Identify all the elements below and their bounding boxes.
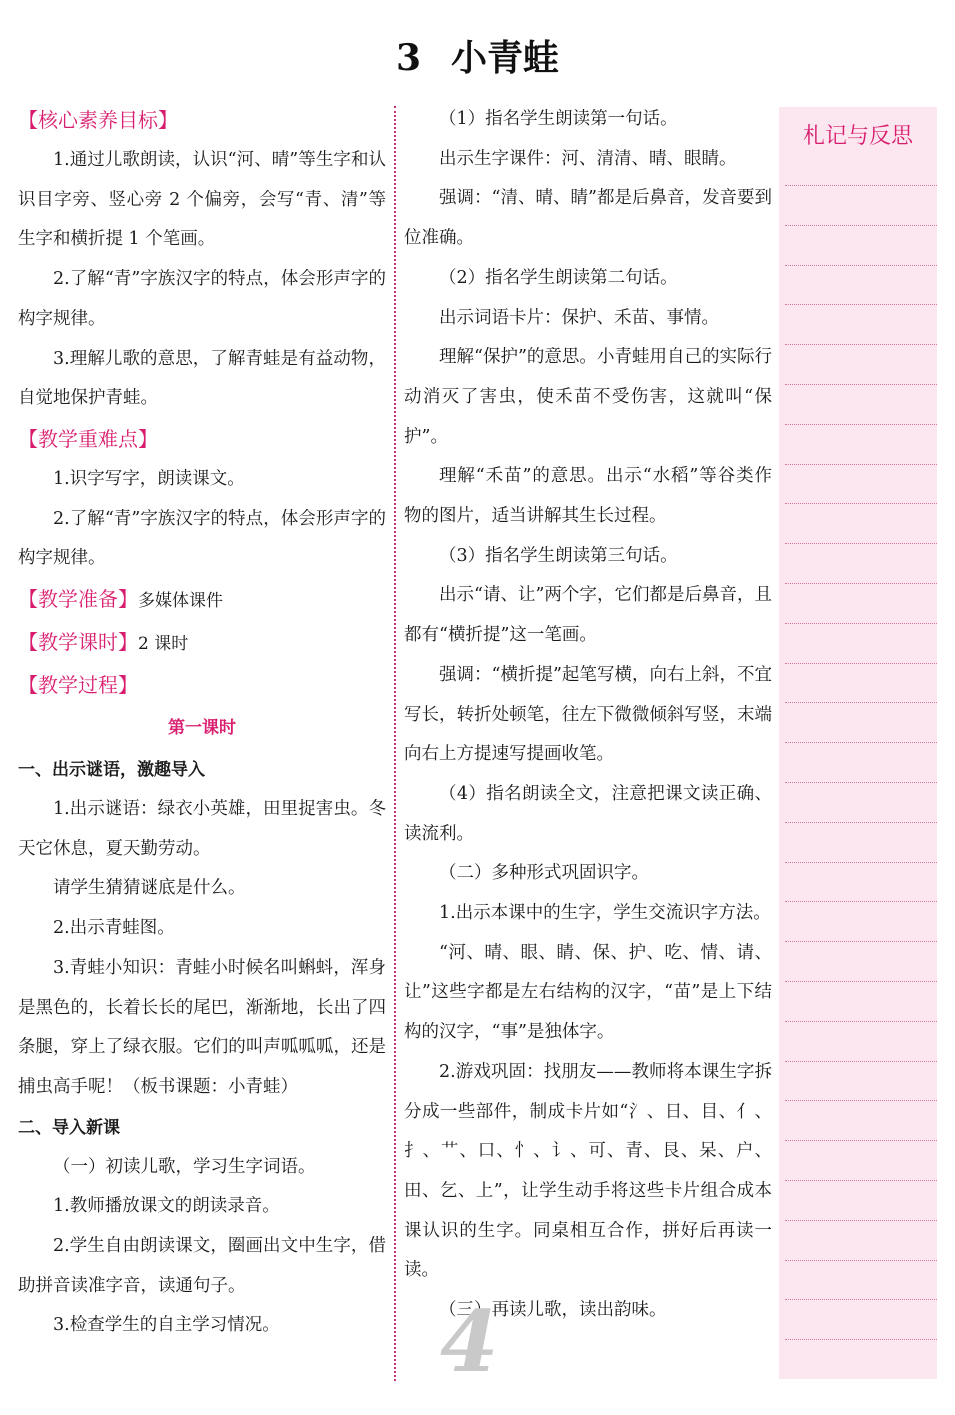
heading-label: 【核心素养目标】 xyxy=(18,108,178,132)
paragraph: 理解“禾苗”的意思。出示“水稻”等谷类作物的图片，适当讲解其生长过程。 xyxy=(404,466,772,527)
note-line xyxy=(785,265,937,266)
note-line xyxy=(785,344,937,345)
note-line xyxy=(785,782,937,783)
section-heading xyxy=(18,100,386,141)
paragraph: 2.出示青蛙图。 xyxy=(53,918,175,939)
paragraph: 理解“保护”的意思。小青蛙用自己的实际行动消灭了害虫，使禾苗不受伤害，这就叫“保护”。 xyxy=(404,347,772,447)
note-line xyxy=(785,304,937,305)
step-heading: 二、导入新课 xyxy=(18,1117,120,1138)
note-line xyxy=(785,1339,937,1340)
note-line xyxy=(785,1180,937,1181)
paragraph: （3）指名学生朗读第三句话。 xyxy=(439,545,678,566)
note-line xyxy=(785,702,937,703)
heading-label: 【教学课时】 xyxy=(18,630,138,655)
paragraph: 1.教师播放课文的朗读录音。 xyxy=(53,1196,280,1217)
note-line xyxy=(785,822,937,823)
paragraph: 2.了解“青”字族汉字的特点，体会形声字的构字规律。 xyxy=(18,269,386,329)
section-heading xyxy=(18,419,386,460)
note-line xyxy=(785,464,937,465)
paragraph: 强调：“清、晴、睛”都是后鼻音，发音要到位准确。 xyxy=(404,188,772,249)
notes-panel xyxy=(779,107,937,1379)
note-line xyxy=(785,185,937,186)
paragraph: （2）指名学生朗读第二句话。 xyxy=(439,267,678,288)
paragraph: “河、晴、眼、睛、保、护、吃、情、请、让”这些字都是左右结构的汉字，“苗”是上下结构的汉字，“事”是独体字。 xyxy=(404,942,772,1043)
note-line xyxy=(785,1220,937,1221)
paragraph: 3.检查学生的自主学习情况。 xyxy=(53,1315,280,1336)
paragraph: 3.青蛙小知识：青蛙小时候名叫蝌蚪，浑身是黑色的，长着长长的尾巴，渐渐地，长出了四条腿，穿上了绿衣服。它们的叫声呱呱呱，还是捕虫高手呢！（板书课题：小青蛙） xyxy=(18,957,386,1097)
note-line xyxy=(785,1299,937,1300)
heading-value: 多媒体课件 xyxy=(138,591,223,612)
note-line xyxy=(785,1140,937,1141)
section-heading xyxy=(18,665,386,706)
paragraph: （一）初读儿歌，学习生字词语。 xyxy=(53,1156,316,1177)
note-line xyxy=(785,742,937,743)
left-column xyxy=(18,100,386,1346)
note-line xyxy=(785,901,937,902)
note-line xyxy=(785,503,937,504)
note-line xyxy=(785,1021,937,1022)
paragraph: 强调：“横折提”起笔写横，向右上斜，不宜写长，转折处顿笔，往左下微微倾斜写竖，末端向右上方提速写提画收笔。 xyxy=(404,664,772,765)
paragraph: （4）指名朗读全文，注意把课文读正确、读流利。 xyxy=(404,783,772,844)
lesson-period: 第一课时 xyxy=(168,718,236,739)
paragraph: 请学生猜猜谜底是什么。 xyxy=(53,878,246,899)
heading-label: 【教学过程】 xyxy=(18,673,138,698)
note-line xyxy=(785,862,937,863)
middle-column xyxy=(404,100,772,1331)
paragraph: （三）再读儿歌，读出韵味。 xyxy=(439,1300,667,1321)
section-heading xyxy=(18,622,386,665)
paragraph: （二）多种形式巩固识字。 xyxy=(439,863,649,884)
page-number: 4 xyxy=(440,1292,499,1391)
notes-title: 札记与反思 xyxy=(802,124,913,149)
paragraph: 1.通过儿歌朗读，认识“河、晴”等生字和认识目字旁、竖心旁 2 个偏旁，会写“青、清”等生字和横折提 1 个笔画。 xyxy=(18,150,386,250)
note-line xyxy=(785,663,937,664)
note-line xyxy=(785,543,937,544)
note-line xyxy=(785,384,937,385)
heading-label: 【教学准备】 xyxy=(18,587,138,612)
step-heading: 一、出示谜语，激趣导入 xyxy=(18,760,205,781)
paragraph: 1.出示本课中的生字，学生交流识字方法。 xyxy=(439,903,771,924)
note-line xyxy=(785,225,937,226)
note-line xyxy=(785,1100,937,1101)
lesson-title: 小青蛙 xyxy=(451,37,560,79)
note-line xyxy=(785,424,937,425)
note-line xyxy=(785,941,937,942)
page-title xyxy=(0,30,955,86)
note-line xyxy=(785,1061,937,1062)
paragraph: 1.识字写字，朗读课文。 xyxy=(53,468,245,489)
paragraph: 出示“请、让”两个字，它们都是后鼻音，且都有“横折提”这一笔画。 xyxy=(404,585,772,646)
note-line xyxy=(785,1260,937,1261)
paragraph: 2.了解“青”字族汉字的特点，体会形声字的构字规律。 xyxy=(18,508,386,569)
paragraph: 2.游戏巩固：找朋友——教师将本课生字拆分成一些部件，制成卡片如“氵、日、目、亻、扌、艹、口、忄、讠、可、青、艮、呆、户、田、乞、上”，让学生动手将这些卡片组合成本课认识的生字。同桌相互合作，拼好后再读一读。 xyxy=(404,1061,772,1281)
note-line xyxy=(785,583,937,584)
heading-label: 【教学重难点】 xyxy=(18,426,158,451)
lesson-number: 3 xyxy=(395,37,422,79)
paragraph: 2.学生自由朗读课文，圈画出文中生字，借助拼音读准字音，读通句子。 xyxy=(18,1236,386,1296)
section-heading xyxy=(18,579,386,622)
heading-value: 2 课时 xyxy=(138,634,189,655)
paragraph: （1）指名学生朗读第一句话。 xyxy=(439,109,678,129)
note-line xyxy=(785,623,937,624)
paragraph: 出示生字课件：河、清清、晴、眼睛。 xyxy=(439,148,737,169)
paragraph: 3.理解儿歌的意思，了解青蛙是有益动物，自觉地保护青蛙。 xyxy=(18,348,386,409)
column-divider xyxy=(394,106,396,1381)
paragraph: 出示词语卡片：保护、禾苗、事情。 xyxy=(439,307,719,328)
note-line xyxy=(785,981,937,982)
paragraph: 1.出示谜语：绿衣小英雄，田里捉害虫。冬天它休息，夏天勤劳动。 xyxy=(18,799,386,859)
